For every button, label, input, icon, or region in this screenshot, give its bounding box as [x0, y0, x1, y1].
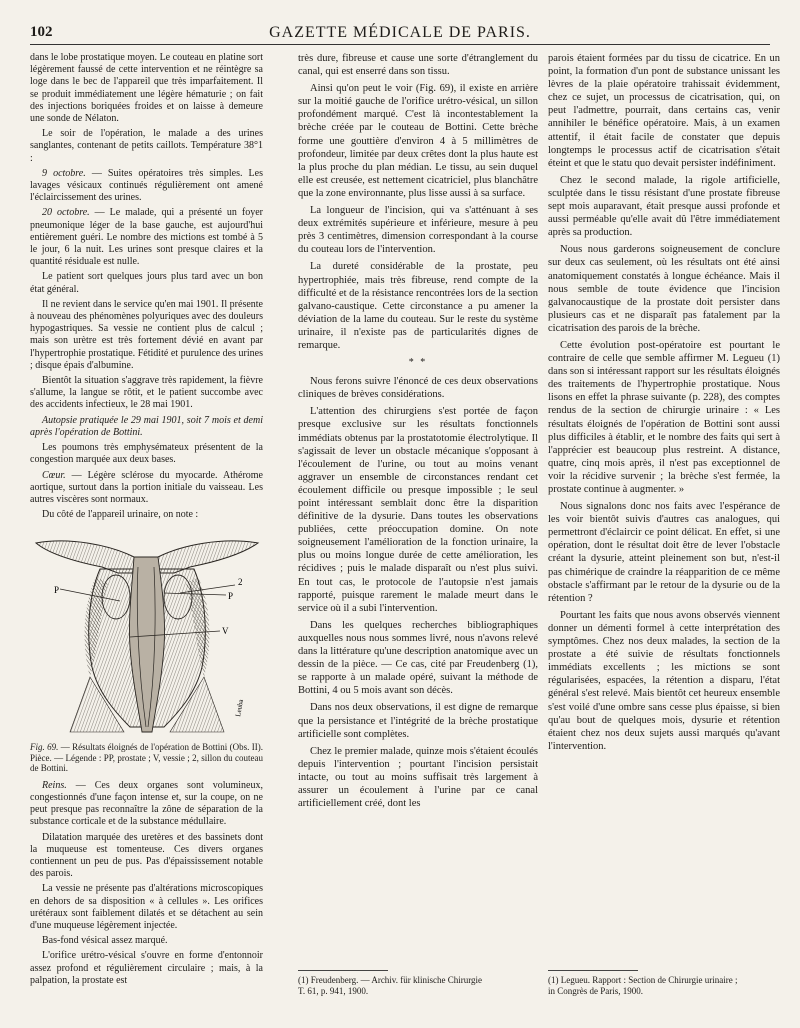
paragraph [30, 207, 263, 268]
section-separator: * * [408, 357, 428, 369]
paragraph: La longueur de l'incision, qui va s'atténuant à ses deux extrémités supérieure et inférieure, mesure à peu près 3 centimètres, dimension correspondant à la course du couteau lors de l'intervention. [298, 205, 538, 256]
paragraph: Ainsi qu'on peut le voir (Fig. 69), il existe en arrière sur la moitié gauche de l'orifice urétro-vésical, un sillon profondément marqué. C'est là incontestablement la brèche créée par le couteau de Bottini. Cette brèche forme une gouttière d'environ 4 à 5 millimètres de profondeur, limitée par deux crêtes dont la plus haute est la plus proche du plan médian. Le tissu, au sein duquel elle est creusée, est nettement cicatriciel, plus blanchâtre que la zone environnante, plus lisse aussi à sa surface. [298, 83, 538, 199]
paragraph: Dilatation marquée des uretères et des bassinets dont la muqueuse est tomenteuse. Ces divers organes contiennent un peu de pus. Pas d'épaississement notable des parois. [30, 831, 263, 880]
running-title: GAZETTE MÉDICALE DE PARIS. [269, 24, 531, 41]
footnote-rule [298, 970, 388, 971]
paragraph [30, 780, 263, 829]
paragraph: La vessie ne présente pas d'altérations microscopiques en dehors de sa disposition « à cellules ». Les orifices urétéraux sont faiblement dilatés et se détachent au sein d'une muqueuse légèrement injectée. [30, 883, 263, 932]
paragraph: Bas-fond vésical assez marqué. [42, 935, 168, 947]
footnote-line: (1) Freudenberg. — Archiv. für klinische Chirurgie [298, 975, 483, 985]
engraver-signature: Leuba [234, 699, 246, 718]
header-rule [30, 44, 770, 45]
column-1 [30, 52, 263, 990]
paragraph [30, 415, 263, 439]
date-label: 9 octobre. [42, 167, 86, 179]
lead-word: Cœur. [42, 469, 66, 481]
page-header [30, 22, 770, 42]
figure-caption [30, 742, 263, 774]
paragraph [30, 470, 263, 507]
figure-caption-text: — Résultats éloignés de l'opération de Bottini (Obs. II). Pièce. — Légende : PP, prostate ; V, vessie ; 2, sillon du couteau de Bottini. [30, 742, 263, 774]
paragraph: La dureté considérable de la prostate, peu hypertrophiée, mais très fibreuse, rend compte de la difficulté et de la résistance rencontrées lors de la section galvano-caustique. Cette circonstance a pu amener la déviation de la lame du couteau. Sur le reste du système urinaire, il n'existe pas de particularités dignes de remarque. [298, 261, 538, 351]
column-2 [298, 52, 538, 814]
date-label: 20 octobre. [42, 207, 90, 219]
fig-label-v: V [222, 626, 229, 637]
lead-word: Reins. [42, 779, 67, 791]
bladder-prostate-engraving [30, 527, 263, 739]
anatomical-figure [30, 527, 263, 739]
figure-caption-lead: Fig. 69. [30, 742, 59, 753]
footnote [298, 975, 538, 997]
paragraph: Nous ferons suivre l'énoncé de ces deux observations cliniques de brèves considérations. [298, 376, 538, 401]
paragraph: Le patient sort quelques jours plus tard avec un bon état général. [30, 271, 263, 295]
paragraph-text: — Légère sclérose du myocarde. Athérome aortique, surtout dans la portion initiale du vaisseau. Les autres viscères sont normaux. [30, 469, 263, 505]
paragraph: Cette évolution post-opératoire est pourtant le contraire de celle que semble affirmer M. Legueu (1) dans son si intéressant rapport sur les résultats éloignés des traitements de l'hypertrophie prostatique. Nous lisons en effet la phrase suivante (p. 228), des comptes rendus de la section de chirurgie urinaire : « Les résultats éloignés de l'opération de Bottini sont aussi plus difficiles à établir, et le nombre des faits qui sert à l'apprécier est beaucoup plus restreint. A distance, quatre, cinq mois après, il n'est pas exceptionnel de voir la récidive survenir ; la brèche s'est fermée, la prostate continue à augmenter. » [548, 339, 780, 495]
column-3 [548, 52, 780, 757]
paragraph: dans le lobe prostatique moyen. Le couteau en platine sort légèrement faussé de cette intervention et ne réintègre sa loge dans le bec de l'appareil que très imparfaitement. Il se produit immédiatement une légère hématurie ; on fait des injections boriquées froides et on laisse à demeure une sonde de Nélaton. [30, 52, 263, 125]
paragraph: Bientôt la situation s'aggrave très rapidement, la fièvre s'allume, la langue se rôtit, et le patient succombe avec des accidents infectieux, le 28 mai 1901. [30, 375, 263, 411]
paragraph-text: — Ces deux organes sont volumineux, congestionnés d'une façon intense et, sur la coupe, on ne peut presque pas reconnaître la zône de séparation de la substance corticale et de la substance médullaire. [30, 779, 263, 828]
footnote-rule [548, 970, 638, 971]
fig-label-right: P [228, 591, 234, 602]
paragraph: L'orifice urétro-vésical s'ouvre en forme d'entonnoir assez profond et régulièrement circulaire ; mais, à la palpation, la prostate est [30, 950, 263, 986]
footnote-line: T. 61, p. 941, 1900. [298, 986, 369, 996]
page-number: 102 [30, 24, 53, 40]
paragraph-text: — Suites opératoires très simples. Les lavages vésicaux continués régulièrement ont amené l'éclaircissement des urines. [30, 167, 263, 204]
paragraph: Les poumons très emphysémateux présentent de la congestion marquée aux deux bases. [30, 442, 263, 466]
footnote-line: in Congrès de Paris, 1900. [548, 986, 643, 996]
paragraph [30, 168, 263, 205]
paragraph: Pourtant les faits que nous avons observés viennent donner un démenti formel à cette interprétation des symptômes. Chez nos deux malades, la section de la prostate a été suivie de résultats fonctionnels immédiats excellents ; les mictions se sont régularisées, espacées, la rétention a disparu, l'état général s'est relevé. Mais bientôt cet heureux ensemble s'est voilé d'une ombre sans cesse plus épaisse, si bien qu'au bout de quelques mois, dysurie et rétention étaient chez nos deux sujets aussi marqués qu'avant l'intervention. [548, 609, 780, 752]
paragraph: Chez le premier malade, quinze mois s'étaient écoulés depuis l'intervention ; pourtant l'incision persistait intacte, ou tout au moins suffisait très largement à assurer un écoulement à l'urine par ce canal artificiellement créé, dont les [298, 745, 538, 810]
autopsy-text: Autopsie pratiquée le 29 mai 1901, soit 7 mois et demi après l'opération de Bottini. [30, 414, 263, 438]
paragraph: L'attention des chirurgiens s'est portée de façon presque exclusive sur les résultats fonctionnels immédiats obtenus par la prostatotomie électrolytique. Il s'agissait de lever un obstacle mécanique s'opposant à l'écoulement de l'urine, ou tout au moins venant aggraver un ensemble de circonstances rendant cet écoulement difficile ou presque impossible ; le seul point intéressant semblait donc être la disparition définitive de la dysurie. Dans toutes les observations publiées, cette préoccupation domine. On note soigneusement l'amélioration de la fonction urinaire, la plus ou moins longue durée de cette amélioration, les récidives ; puis le malade disparaît ou n'est plus suivi. En tout cas, le protocole de l'autopsie n'est jamais rapporté, puisque rarement le malade meurt dans le service où il a subi l'intervention. [298, 406, 538, 614]
footnote-line: (1) Legueu. Rapport : Section de Chirurgie urinaire ; [548, 975, 738, 985]
paragraph: Dans nos deux observations, il est digne de remarque que la persistance et l'intégrité de la brèche prostatique artificielle sont complètes. [298, 702, 538, 740]
footnote [548, 975, 780, 997]
paragraph: Il ne revient dans le service qu'en mai 1901. Il présente à nouveau des phénomènes polyuriques avec des douleurs hypogastriques. Sa vessie ne contient plus de calcul ; mais son urètre est très fortement dévié en avant par l'hypertrophie prostatique. Fétidité et purulence des urines ; disque épais d'albumine. [30, 298, 263, 371]
paragraph: Dans les quelques recherches bibliographiques auxquelles nous nous sommes livré, nous n'avons relevé dans la littérature qu'une description anatomique avec un dessin de la pièce. — Ce cas, cité par Freudenberg (1), se rapporte à un malade opéré, suivant la méthode de Bottini, 4 ou 5 mois avant son décès. [298, 619, 538, 697]
paragraph: parois étaient formées par du tissu de cicatrice. En un point, la formation d'un pont de substance unissant les lèvres de la plaie opératoire trahissait évidemment, chez ce sujet, un processus de cicatrisation, qui, on peut l'admettre, pourrait, dans certains cas, venir annihiler le bénéfice opératoire. Mais, à un examen attentif, il était facile de constater que depuis longtemps le processus actif de cicatrisation s'était éteint et que le statu quo devait persister indéfiniment. [548, 53, 780, 169]
paragraph-text: — Le malade, qui a présenté un foyer pneumonique léger de la base gauche, est aujourd'hui entièrement guéri. Le nombre des mictions est tombé à 5 le jour, 6 la nuit. Les urines sont presque claires et la quantité résiduale est nulle. [30, 207, 263, 268]
paragraph: Du côté de l'appareil urinaire, on note : [42, 509, 199, 521]
paragraph: Chez le second malade, la rigole artificielle, sculptée dans le tissu résistant d'une prostate fibreuse sept mois auparavant, était presque aussi profonde et aussi perméable qu'elle avait dû l'être immédiatement après sa production. [548, 174, 780, 239]
fig-label-2: 2 [238, 577, 243, 588]
paragraph: Nous signalons donc nos faits avec l'espérance de les voir bientôt suivis d'autres cas analogues, qui permettront d'éclaircir ce point délicat. En effet, si une opération, dont le résultat doit être de lever l'obstacle créant la dysurie, atteint pleinement son but, n'est-il pas chimérique de craindre la réapparition de ce même obstacle s'affirmant par le retour de la dysurie ou de la rétention ? [548, 501, 780, 604]
paragraph: très dure, fibreuse et cause une sorte d'étranglement du canal, qui est enserré dans son tissu. [298, 53, 538, 78]
fig-label-left: P [54, 585, 60, 596]
paragraph: Nous nous garderons soigneusement de conclure sur deux cas seulement, où les résultats ont été ainsi anatomiquement constatés à longue échéance. Mais il nous semble de toute évidence que l'incision galvanocaustique de la prostate doit persister dans plusieurs cas et ne disparaît pas fatalement par la cicatrisation des parois de la brèche. [548, 244, 780, 334]
paragraph: Le soir de l'opération, le malade a des urines sanglantes, contenant de petits caillots. Température 38°1 : [30, 128, 263, 164]
